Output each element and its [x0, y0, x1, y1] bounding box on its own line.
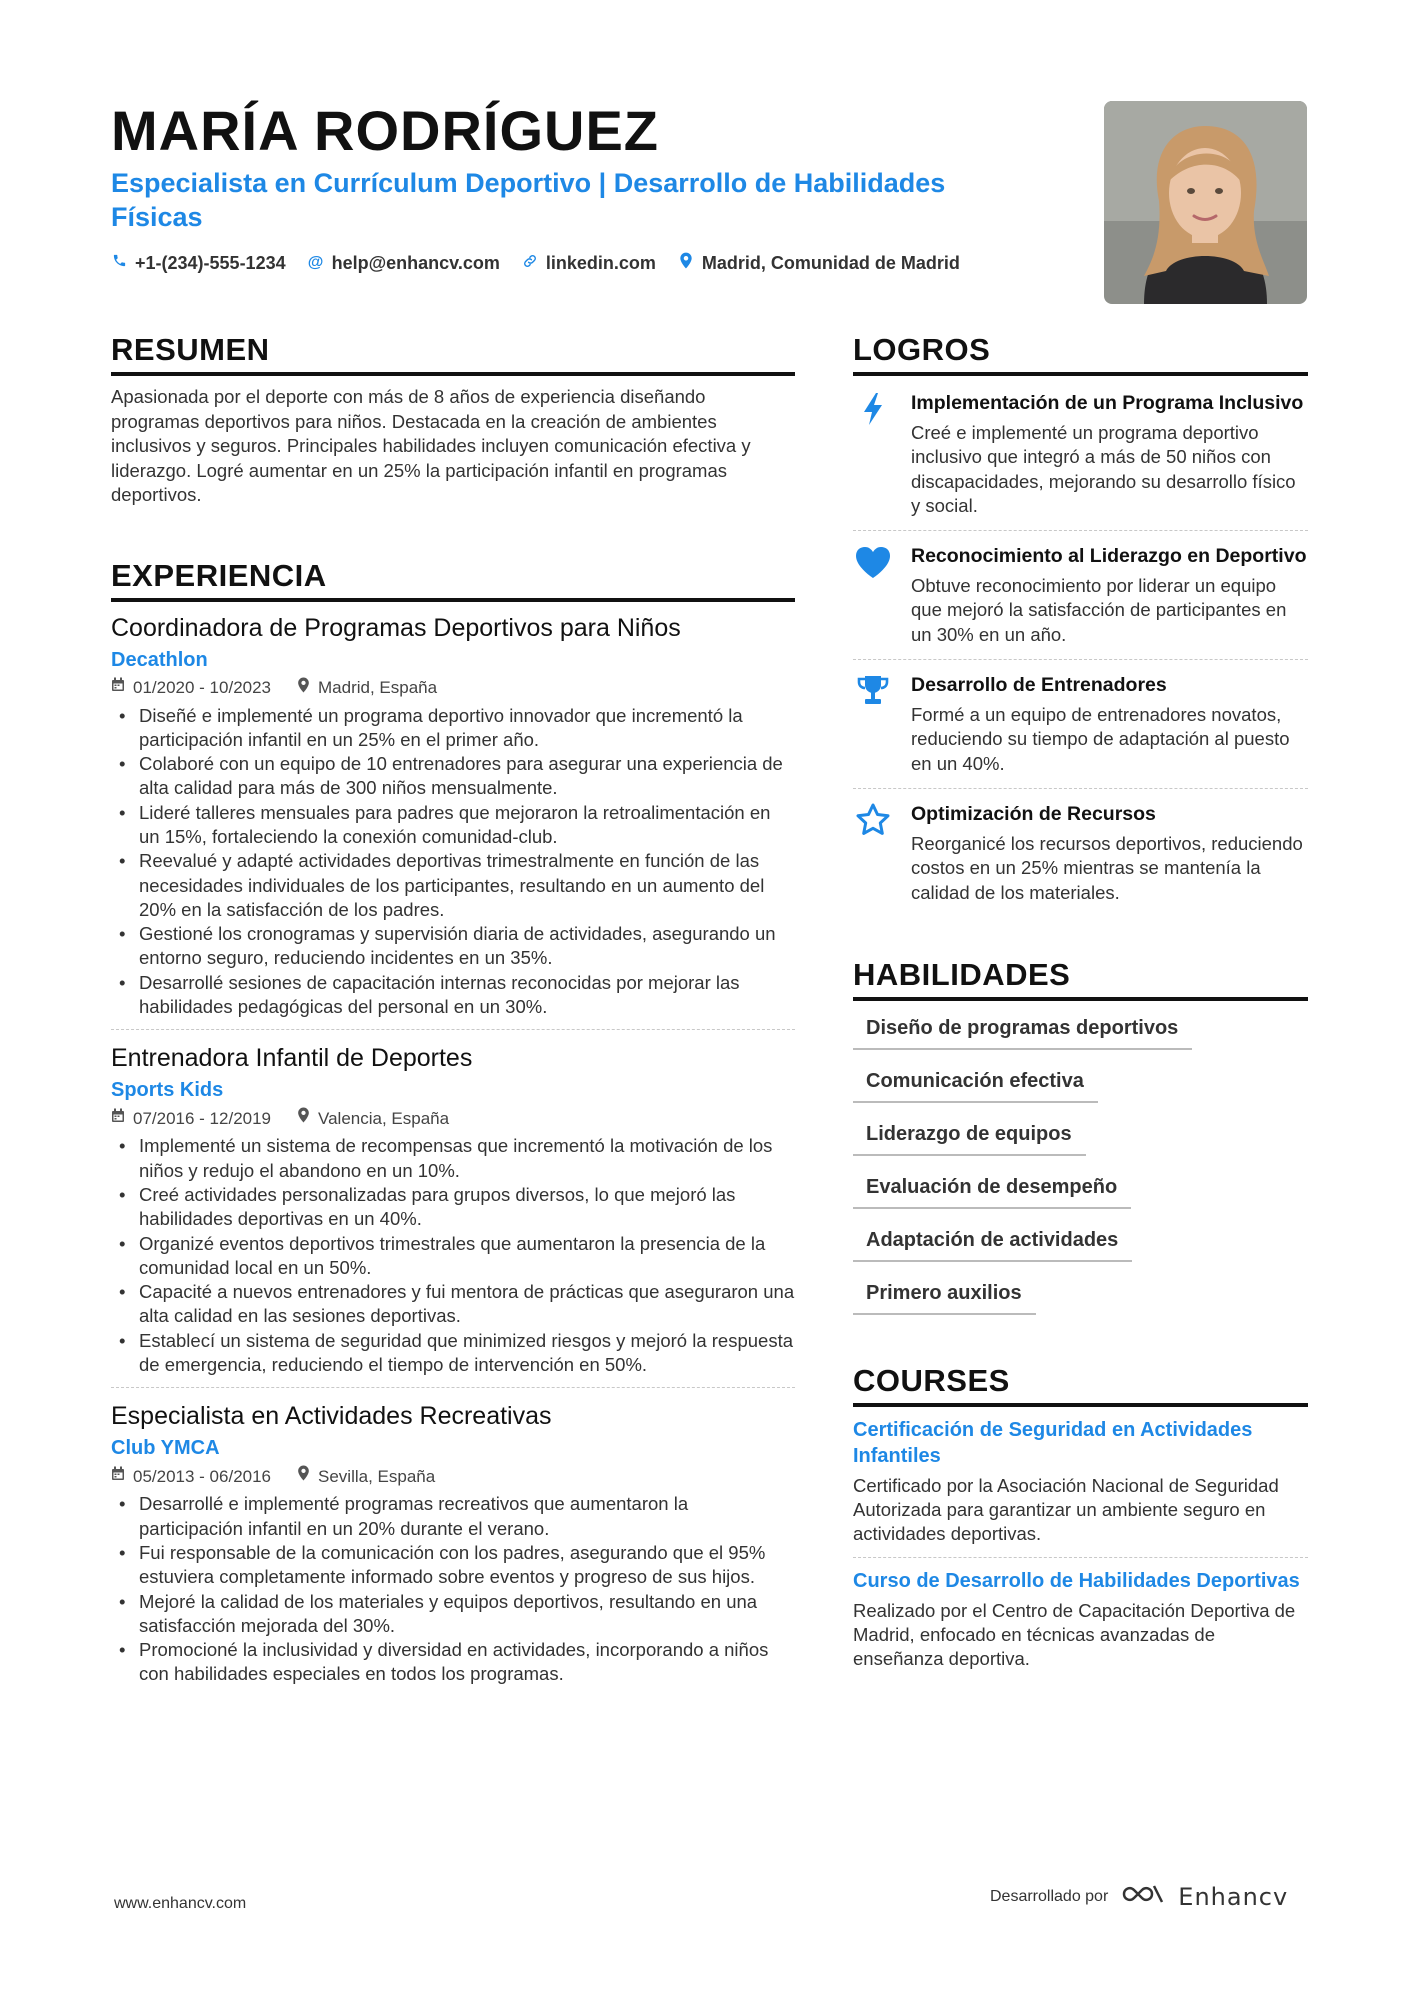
achievement-title: Implementación de un Programa Inclusivo: [911, 392, 1304, 414]
job-meta: [111, 1465, 795, 1488]
location-pin-icon: [297, 677, 310, 700]
skill-tag: Evaluación de desempeño: [853, 1170, 1131, 1209]
skill-row: [853, 1011, 1308, 1064]
candidate-title: Especialista en Currículum Deportivo | Desarrollo de Habilidades Físicas: [111, 168, 946, 232]
job-bullets: [111, 1134, 795, 1377]
footer-website[interactable]: www.enhancv.com: [114, 1895, 247, 1912]
calendar-icon: [111, 1466, 125, 1488]
skills-list: [853, 1011, 1308, 1329]
skill-tag: Diseño de programas deportivos: [853, 1011, 1192, 1050]
bullet-item: • Promocioné la inclusividad y diversidad en actividades, incorporando a niños con habilidades especiales en todos los programas.: [111, 1638, 795, 1687]
skill-row: [853, 1276, 1308, 1329]
candidate-name: MARÍA RODRÍGUEZ: [111, 99, 660, 162]
location-pin-icon: [678, 252, 694, 274]
bullet-item: • Desarrollé sesiones de capacitación internas reconocidas por mejorar las habilidades pedagógicas del personal en un 30%.: [111, 971, 795, 1020]
job-location: [297, 1465, 435, 1488]
location-text: Valencia, España: [318, 1108, 450, 1128]
lightning-icon: [853, 390, 893, 518]
achievement-desc: Reorganicé los recursos deportivos, reduciendo costos en un 25% mientras se mantenía la calidad de los materiales.: [911, 832, 1303, 903]
achievement-body: [911, 801, 1308, 905]
achievement-body: [911, 390, 1308, 518]
job-location: [297, 677, 437, 700]
skill-tag: Comunicación efectiva: [853, 1064, 1098, 1103]
star-icon: [853, 801, 893, 905]
dates-text: 01/2020 - 10/2023: [133, 678, 272, 697]
course-desc: Certificado por la Asociación Nacional de Seguridad Autorizada para garantizar un ambiente seguro en actividades deportivas.: [853, 1474, 1279, 1545]
contact-linkedin[interactable]: [522, 253, 656, 274]
skill-row: [853, 1064, 1308, 1117]
achievement-title: Desarrollo de Entrenadores: [911, 674, 1167, 697]
achievement-item: [853, 789, 1308, 917]
achievement-title: Reconocimiento al Liderazgo en Deportivo: [911, 545, 1307, 568]
course-desc: Realizado por el Centro de Capacitación Deportiva de Madrid, enfocado en técnicas avanzadas de enseñanza deportiva.: [853, 1599, 1296, 1670]
bullet-item: • Fui responsable de la comunicación con los padres, asegurando que el 95% estuviera completamente informado sobre eventos y progreso de sus hijos.: [111, 1541, 795, 1590]
bullet-item: • Reevalué y adapté actividades deportivas trimestralmente en función de las necesidades individuales de los participantes, resultando en un aumento del 20% en la satisfacción de los padres.: [111, 849, 795, 922]
bullet-item: • Colaboré con un equipo de 10 entrenadores para asegurar una experiencia de alta calidad para más de 300 niños mensualmente.: [111, 752, 795, 801]
job-dates: [111, 1107, 271, 1130]
left-column: [111, 330, 795, 1709]
right-column: [853, 330, 1308, 1682]
footer-branding[interactable]: [990, 1882, 1288, 1911]
job-meta: [111, 677, 795, 700]
skill-row: [853, 1170, 1308, 1223]
dates-text: 05/2013 - 06/2016: [133, 1466, 272, 1486]
job-title: Entrenadora Infantil de Deportes: [111, 1044, 473, 1073]
achievements-list: [853, 378, 1308, 917]
location-text: Madrid, Comunidad de Madrid: [701, 252, 960, 273]
bullet-item: • Establecí un sistema de seguridad que minimized riesgos y mejoró la respuesta de emergencia, reduciendo el tiempo de intervención en 50%.: [111, 1329, 795, 1378]
contact-bar: [111, 252, 1011, 274]
job-dates: [111, 1465, 271, 1488]
bullet-item: • Gestioné los cronogramas y supervisión diaria de actividades, asegurando un entorno seguro, reduciendo incidentes en un 35%.: [111, 922, 795, 971]
achievement-title: Optimización de Recursos: [911, 802, 1156, 825]
profile-photo: [1104, 101, 1307, 304]
contact-email[interactable]: [308, 253, 500, 274]
job-meta: [111, 1107, 795, 1130]
company-name: Sports Kids: [111, 1079, 224, 1102]
heart-icon: [853, 543, 893, 647]
powered-by-text: Desarrollado por: [990, 1887, 1109, 1905]
location-pin-icon: [297, 1465, 310, 1488]
achievements-heading: LOGROS: [853, 330, 1308, 376]
job-entry: [111, 612, 795, 1031]
achievement-desc: Creé e implementé un programa deportivo inclusivo que integró a más de 50 niños con discapacidades, mejorando su desarrollo físico y social.: [911, 422, 1296, 516]
summary-text: Apasionada por el deporte con más de 8 años de experiencia diseñando programas deportivos para niños. Destacada en la creación de ambientes inclusivos y seguros. Principales habilidades incluyen comunicación efectiva y liderazgo. Logré aumentar en un 25% la participación infantil en programas deportivos.: [111, 386, 751, 505]
phone-text: +1-(234)-555-1234: [135, 252, 286, 273]
company-name: Decathlon: [111, 648, 208, 671]
course-title[interactable]: Curso de Desarrollo de Habilidades Deportivas: [853, 1569, 1300, 1592]
bullet-item: • Capacité a nuevos entrenadores y fui mentora de prácticas que aseguraron una alta calidad en las sesiones deportivas.: [111, 1280, 795, 1329]
skill-row: [853, 1223, 1308, 1276]
bullet-item: • Desarrollé e implementé programas recreativos que aumentaron la participación infantil en un 20% durante el verano.: [111, 1492, 795, 1541]
dates-text: 07/2016 - 12/2019: [133, 1108, 272, 1128]
skill-tag: Liderazgo de equipos: [853, 1117, 1086, 1156]
job-dates: [111, 677, 271, 700]
bullet-item: • Lideré talleres mensuales para padres que mejoraron la retroalimentación en un 15%, fortaleciendo la conexión comunidad-club.: [111, 801, 795, 850]
courses-list: [853, 1407, 1308, 1682]
achievement-item: [853, 378, 1308, 531]
company-name: Club YMCA: [111, 1437, 220, 1460]
course-item: [853, 1558, 1308, 1682]
job-bullets: [111, 704, 795, 1020]
resume-header: [111, 98, 1011, 274]
achievement-body: [911, 672, 1308, 776]
linkedin-text: linkedin.com: [545, 252, 656, 273]
achievement-desc: Obtuve reconocimiento por liderar un equipo que mejoró la satisfacción de participantes en un 30% en un año.: [911, 575, 1287, 645]
achievement-desc: Formé a un equipo de entrenadores novatos, reduciendo su tiempo de adaptación al puesto en un 40%.: [911, 704, 1290, 774]
achievement-body: [911, 543, 1308, 647]
job-location: [297, 1107, 449, 1130]
skill-tag: Primero auxilios: [853, 1276, 1036, 1315]
achievement-item: [853, 660, 1308, 789]
course-title[interactable]: Certificación de Seguridad en Actividades Infantiles: [853, 1418, 1253, 1467]
phone-icon: [111, 253, 127, 273]
job-entry: [111, 1042, 795, 1388]
skill-tag: Adaptación de actividades: [853, 1223, 1132, 1262]
link-icon: [522, 253, 538, 274]
course-item: [853, 1407, 1308, 1558]
bullet-item: • Mejoré la calidad de los materiales y equipos deportivos, resultando en una satisfacción mejorada del 30%.: [111, 1590, 795, 1639]
courses-heading: COURSES: [853, 1361, 1308, 1407]
job-title: Especialista en Actividades Recreativas: [111, 1402, 552, 1431]
calendar-icon: [111, 1108, 125, 1130]
summary-heading: RESUMEN: [111, 330, 795, 376]
bullet-item: • Organizé eventos deportivos trimestrales que aumentaron la presencia de la comunidad local en un 50%.: [111, 1232, 795, 1281]
job-entry: [111, 1400, 795, 1696]
bullet-item: • Diseñé e implementé un programa deportivo innovador que incrementó la participación infantil en un 25% en el primer año.: [111, 704, 795, 753]
trophy-icon: [853, 672, 893, 776]
contact-phone[interactable]: [111, 253, 286, 274]
contact-location: [678, 252, 960, 274]
experience-heading: EXPERIENCIA: [111, 556, 795, 602]
achievement-item: [853, 531, 1308, 660]
location-text: Sevilla, España: [318, 1466, 436, 1486]
skills-heading: HABILIDADES: [853, 955, 1308, 1001]
email-text: help@enhancv.com: [331, 252, 500, 273]
location-pin-icon: [297, 1107, 310, 1130]
enhancv-logo-icon: [1120, 1882, 1166, 1911]
at-icon: @: [307, 254, 324, 271]
job-bullets: [111, 1492, 795, 1686]
location-text: Madrid, España: [318, 678, 438, 697]
calendar-icon: [111, 677, 125, 699]
brand-name: Enhancv: [1178, 1882, 1289, 1911]
skill-row: [853, 1117, 1308, 1170]
job-title: Coordinadora de Programas Deportivos para Niños: [111, 613, 681, 642]
experience-list: [111, 612, 795, 1697]
bullet-item: • Implementé un sistema de recompensas que incrementó la motivación de los niños y redujo el abandono en un 10%.: [111, 1134, 795, 1183]
bullet-item: • Creé actividades personalizadas para grupos diversos, lo que mejoró las habilidades deportivas en un 40%.: [111, 1183, 795, 1232]
